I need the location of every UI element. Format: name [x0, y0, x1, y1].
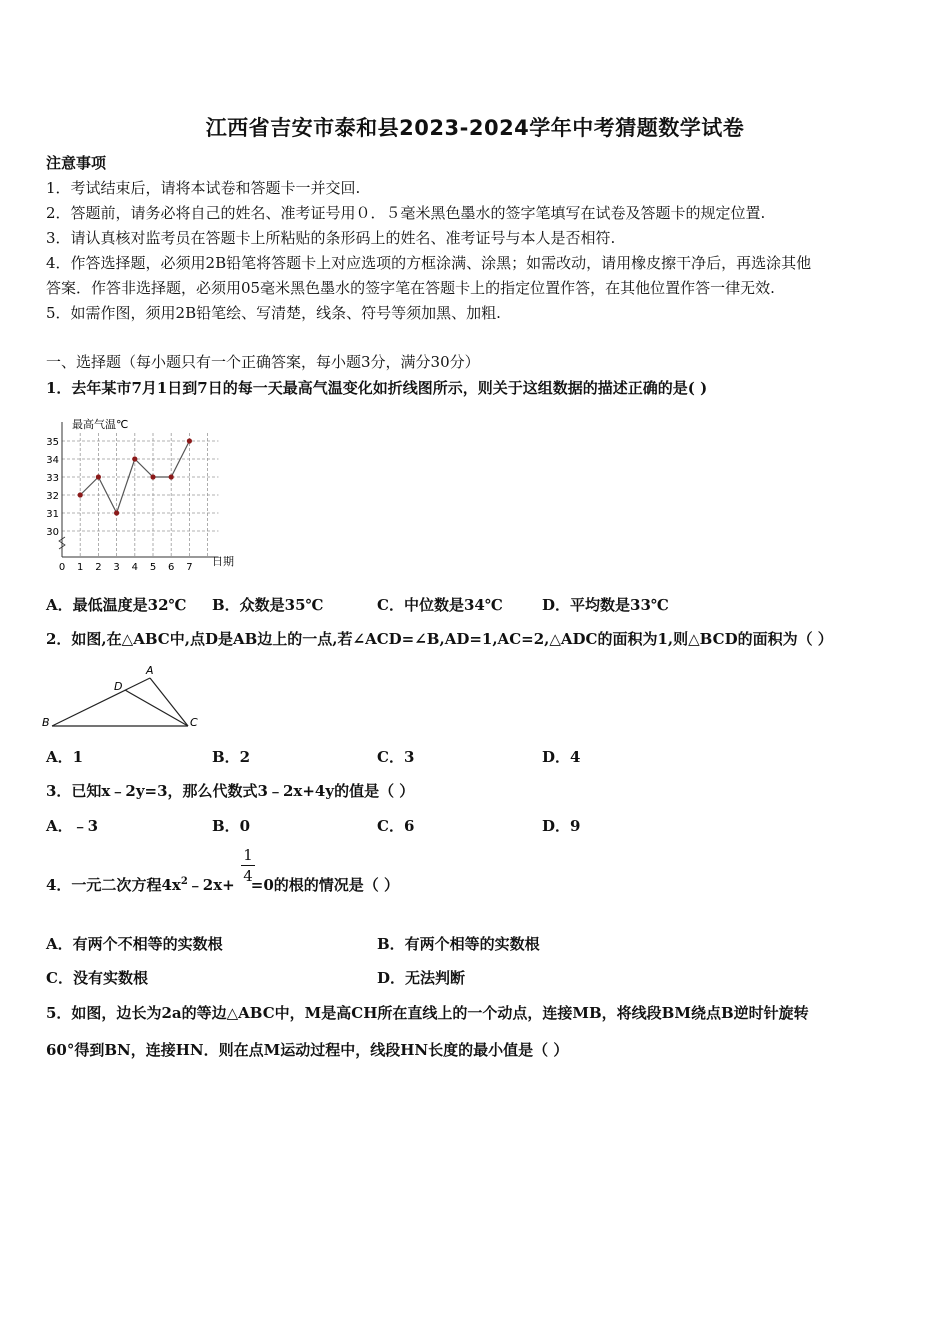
- y-tick-label: 32: [46, 491, 59, 502]
- segment-ba: [52, 678, 150, 726]
- notice-item: 3．请认真核对监考员在答题卡上所粘贴的条形码上的姓名、准考证号与本人是否相符.: [46, 229, 616, 247]
- data-point: [132, 456, 137, 461]
- x-tick-label: 1: [77, 562, 84, 572]
- q1-option-c: C．中位数是34℃: [377, 596, 503, 614]
- x-tick-label: 6: [168, 562, 175, 572]
- q3-option-d: D．9: [542, 817, 581, 835]
- notice-item: 1．考试结束后，请将本试卷和答题卡一并交回.: [46, 179, 361, 197]
- notice-item: 5．如需作图，须用2B铅笔绘、写清楚，线条、符号等须加黑、加粗.: [46, 304, 501, 322]
- q4-option-c: C．没有实数根: [46, 969, 148, 987]
- temperature-line-chart: [40, 412, 240, 572]
- chart-xlabel: 日期: [212, 555, 234, 568]
- q4-frac-num: 1: [243, 846, 253, 864]
- q3-option-c: C．6: [377, 817, 415, 835]
- label-d: D: [114, 680, 123, 693]
- question-5-line2: 60°得到BN，连接HN．则在点M运动过程中，线段HN长度的最小值是（ ）: [46, 1041, 569, 1059]
- label-b: B: [42, 716, 50, 729]
- data-point: [96, 474, 101, 479]
- label-a: A: [146, 664, 154, 677]
- y-tick-label: 34: [46, 455, 59, 466]
- data-point: [187, 438, 192, 443]
- label-c: C: [190, 716, 198, 729]
- data-point: [114, 510, 119, 515]
- question-5-line1: 5．如图，边长为2a的等边△ABC中，M是高CH所在直线上的一个动点，连接MB，将线段BM绕点B逆时针旋转: [46, 1004, 809, 1022]
- segment-dc: [125, 690, 188, 726]
- q4-fraction: [241, 846, 255, 885]
- data-point: [169, 474, 174, 479]
- q4-option-b: B．有两个相等的实数根: [377, 935, 540, 953]
- question-4-stem: [46, 874, 399, 895]
- triangle-figure: [40, 660, 210, 732]
- x-tick-label: 5: [149, 562, 157, 572]
- q2-option-a: A．1: [46, 748, 84, 766]
- q1-option-b: B．众数是35℃: [212, 596, 324, 614]
- q4-option-a: A．有两个不相等的实数根: [46, 935, 223, 953]
- notice-item: 答案．作答非选择题，必须用05毫米黑色墨水的签字笔在答题卡上的指定位置作答，在其他位置作答一律无效.: [46, 279, 775, 297]
- q2-option-d: D．4: [542, 748, 581, 766]
- question-1-stem: 1．去年某市7月1日到7日的每一天最高气温变化如折线图所示，则关于这组数据的描述正确的是( ): [46, 379, 708, 397]
- q4-option-d: D．无法判断: [377, 969, 466, 987]
- data-point: [150, 474, 155, 479]
- q2-option-c: C．3: [377, 748, 415, 766]
- axis-break: [59, 537, 65, 549]
- q4-exponent: 2: [180, 876, 188, 887]
- q1-option-d: D．平均数是33℃: [542, 596, 669, 614]
- segment-ac: [150, 678, 188, 726]
- q4-frac-den: 4: [243, 867, 253, 885]
- section-heading: 一、选择题（每小题只有一个正确答案，每小题3分，满分30分）: [46, 353, 480, 371]
- page-title: 江西省吉安市泰和县2023-2024学年中考猜题数学试卷: [205, 116, 745, 140]
- x-tick-label: 3: [113, 562, 120, 572]
- q2-option-b: B．2: [212, 748, 251, 766]
- chart-title: 最高气温℃: [72, 418, 129, 431]
- notice-heading: 注意事项: [46, 154, 107, 172]
- question-2-stem: 2．如图,在△ABC中,点D是AB边上的一点,若∠ACD=∠B,AD=1,AC=2,△ADC的面积为1,则△BCD的面积为（ ）: [46, 630, 833, 648]
- y-tick-label: 33: [46, 473, 59, 484]
- q4-suffix: =0的根的情况是（ ）: [250, 876, 399, 894]
- notice-item: 4．作答选择题，必须用2B铅笔将答题卡上对应选项的方框涂满、涂黑；如需改动，请用橡皮擦干净后，再选涂其他: [46, 254, 812, 272]
- chart-axes: [59, 422, 219, 557]
- q1-option-a: A．最低温度是32℃: [46, 596, 187, 614]
- data-point: [78, 492, 83, 497]
- x-tick-label: 2: [95, 562, 102, 572]
- x-tick-label: 4: [131, 562, 138, 572]
- question-3-stem: 3．已知x﹣2y=3，那么代数式3﹣2x+4y的值是（ ）: [46, 782, 415, 800]
- x-tick-label: 7: [186, 562, 193, 572]
- notice-item: 2．答题前，请务必将自己的姓名、准考证号用０．５毫米黑色墨水的签字笔填写在试卷及答题卡的规定位置.: [46, 204, 766, 222]
- q4-middle: ﹣2x+: [187, 876, 235, 894]
- chart-grid: [62, 433, 219, 557]
- x-tick-label: 0: [58, 562, 66, 572]
- q3-option-b: B．0: [212, 817, 251, 835]
- y-tick-label: 30: [46, 527, 59, 538]
- q3-option-a: A．﹣3: [46, 817, 99, 835]
- y-tick-label: 31: [46, 509, 59, 520]
- q4-prefix: 4．一元二次方程4x: [46, 876, 181, 894]
- y-tick-label: 35: [46, 437, 59, 448]
